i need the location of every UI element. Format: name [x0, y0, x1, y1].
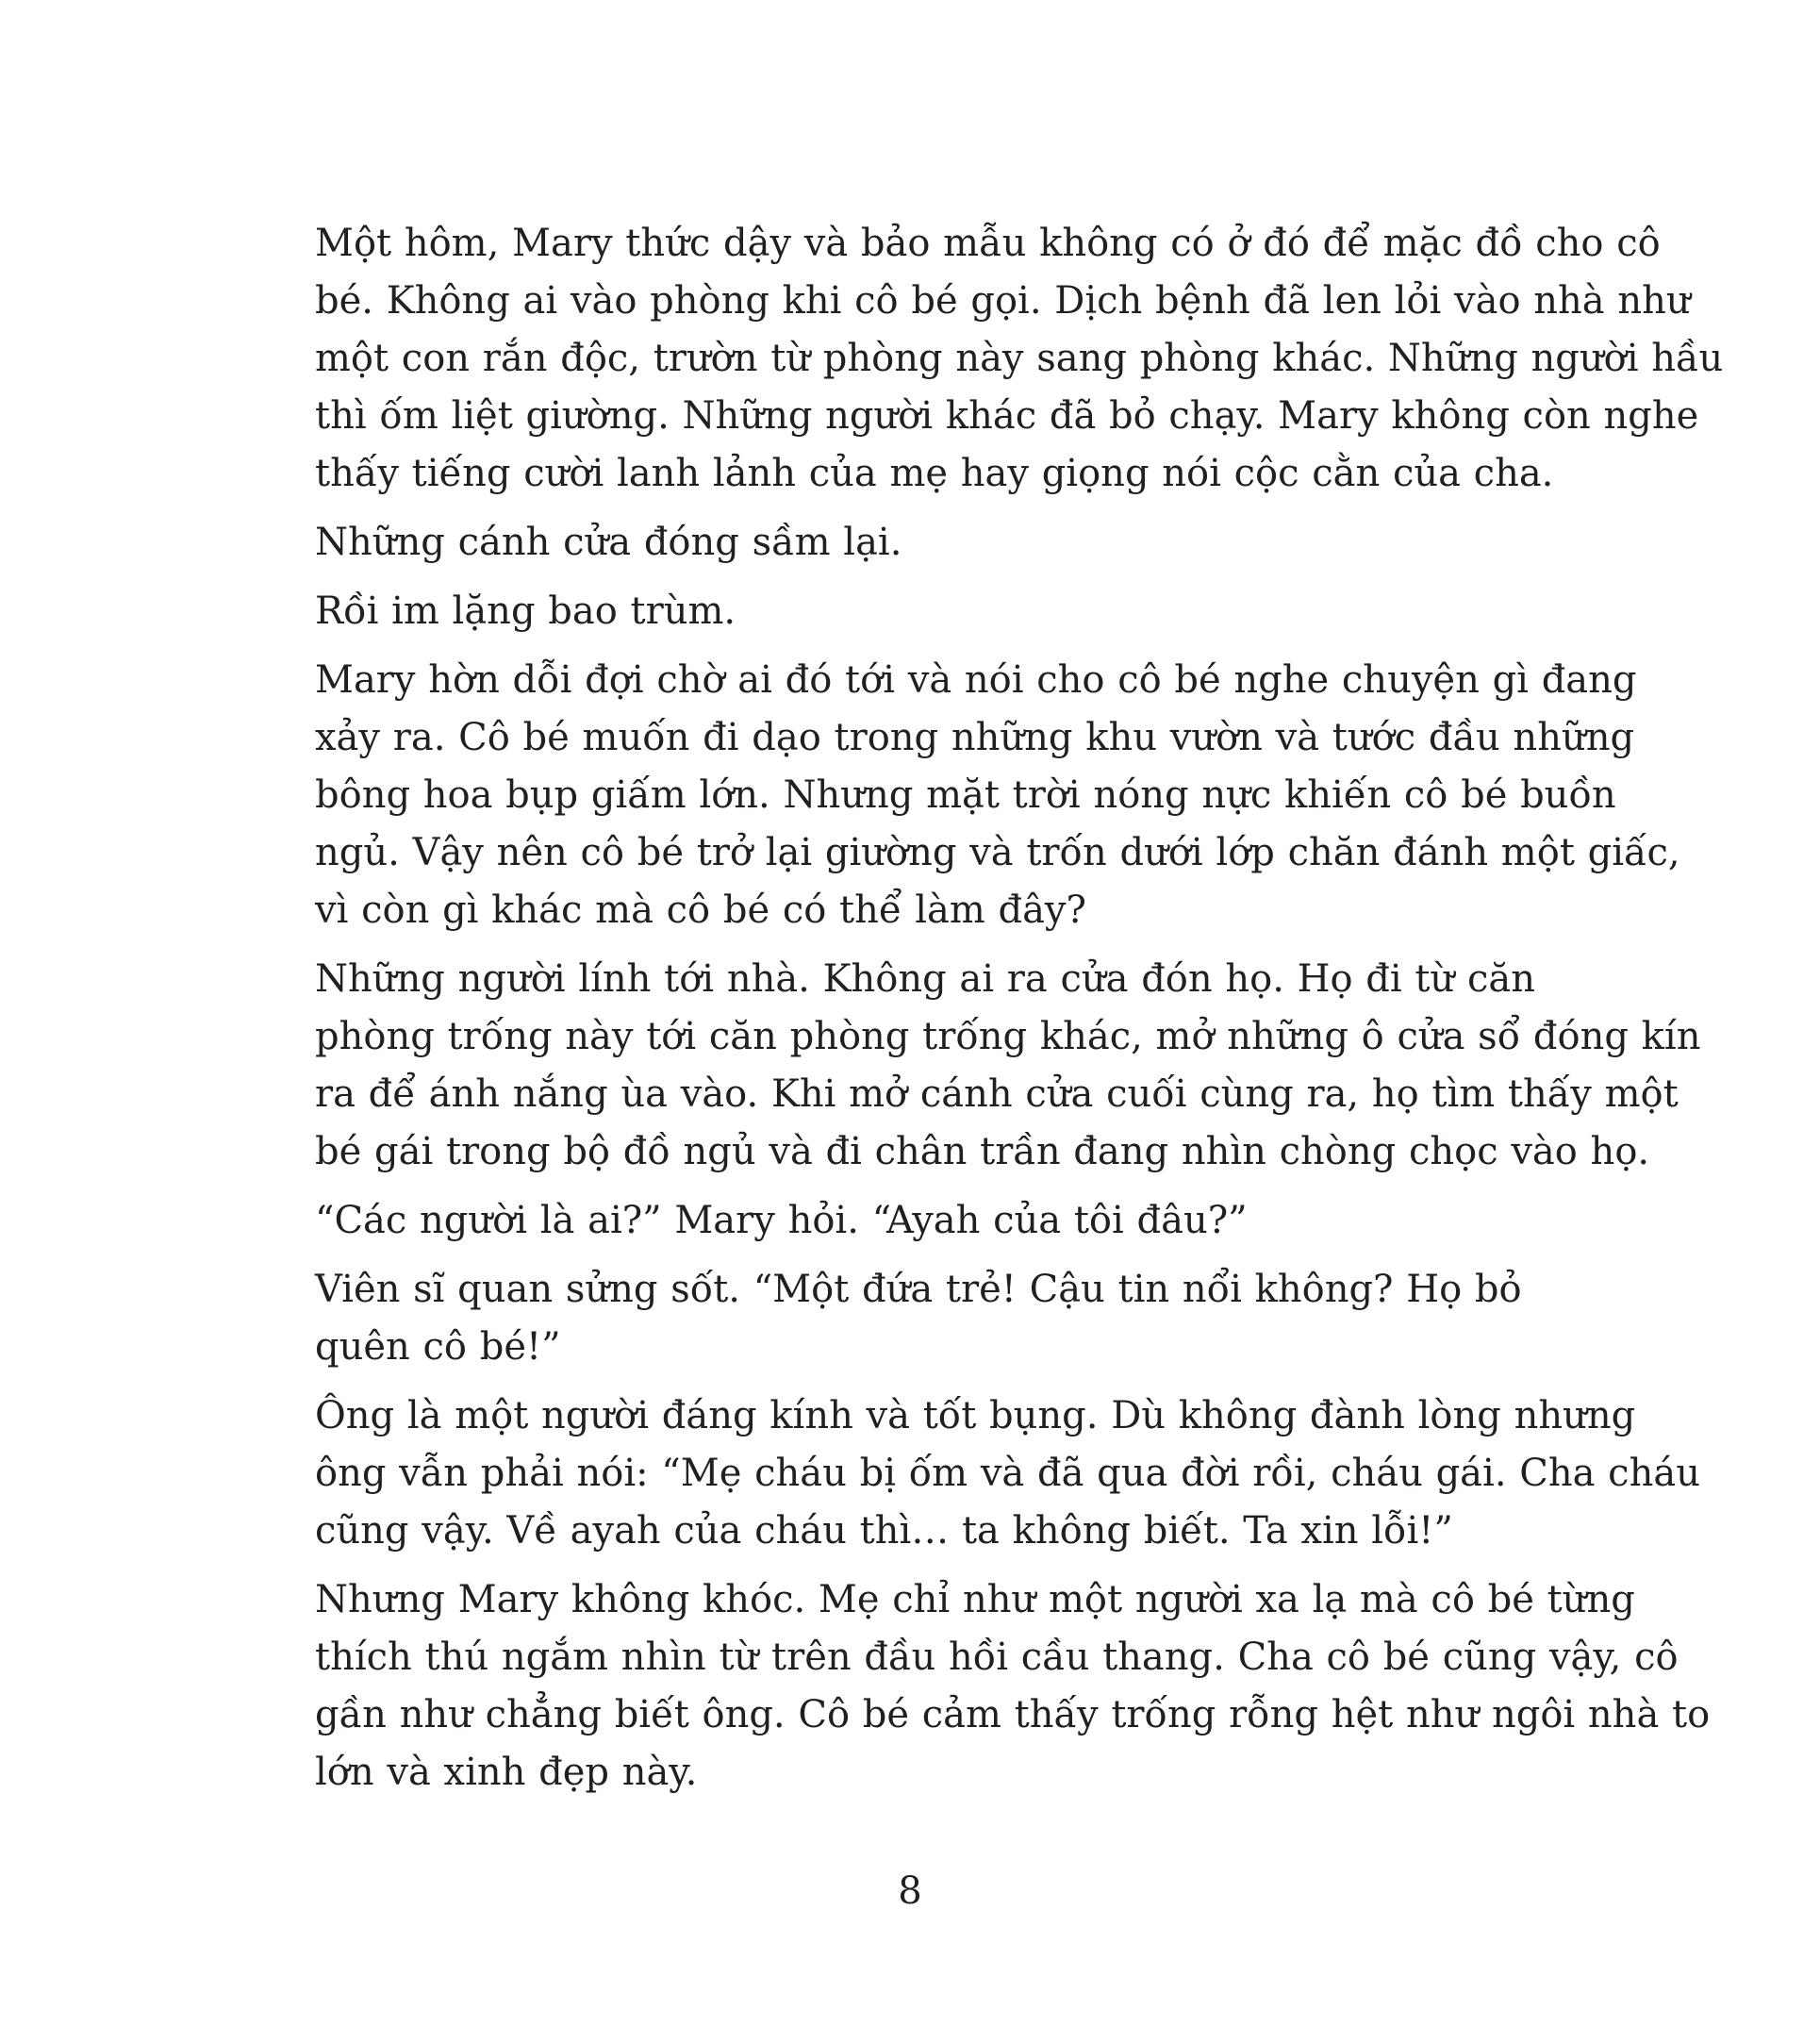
text-line: cũng vậy. Về ayah của cháu thì… ta không biết. Ta xin lỗi!”: [315, 1509, 1453, 1553]
page-number: 8: [898, 1869, 922, 1913]
paragraph: [262, 652, 1680, 939]
text-line: Một hôm, Mary thức dậy và bảo mẫu không có ở đó để mặc đồ cho cô: [315, 222, 1661, 265]
text-line: vì còn gì khác mà cô bé có thể làm đây?: [315, 889, 1086, 932]
paragraph: [262, 1387, 1700, 1560]
text-line: Những cánh cửa đóng sầm lại.: [315, 521, 902, 564]
text-line: thì ốm liệt giường. Những người khác đã bỏ chạy. Mary không còn nghe: [315, 394, 1699, 438]
text-line: Nhưng Mary không khóc. Mẹ chỉ như một người xa lạ mà cô bé từng: [315, 1578, 1635, 1621]
text-line: ông vẫn phải nói: “Mẹ cháu bị ốm và đã qua đời rồi, cháu gái. Cha cháu: [315, 1452, 1700, 1495]
text-line: lớn và xinh đẹp này.: [315, 1751, 698, 1794]
text-line: Viên sĩ quan sửng sốt. “Một đứa trẻ! Cậu tin nổi không? Họ bỏ: [315, 1268, 1522, 1311]
text-line: ngủ. Vậy nên cô bé trở lại giường và trốn dưới lớp chăn đánh một giấc,: [315, 831, 1680, 874]
paragraph: [262, 215, 1724, 503]
text-line: xảy ra. Cô bé muốn đi dạo trong những khu vườn và tước đầu những: [315, 716, 1635, 759]
text-line: bông hoa bụp giấm lớn. Nhưng mặt trời nóng nực khiến cô bé buồn: [315, 773, 1616, 817]
paragraph: [262, 583, 1582, 640]
text-line: Mary hờn dỗi đợi chờ ai đó tới và nói cho cô bé nghe chuyện gì đang: [315, 658, 1637, 702]
body-text: [262, 215, 1724, 1813]
text-line: gần như chẳng biết ông. Cô bé cảm thấy trống rỗng hệt như ngôi nhà to: [315, 1693, 1711, 1736]
text-line: Rồi im lặng bao trùm.: [315, 590, 736, 633]
text-line: Ông là một người đáng kính và tốt bụng. Dù không đành lòng nhưng: [315, 1394, 1636, 1437]
text-line: “Các người là ai?” Mary hỏi. “Ayah của tôi đâu?”: [315, 1199, 1248, 1242]
text-line: quên cô bé!”: [315, 1325, 561, 1369]
text-line: phòng trống này tới căn phòng trống khác, mở những ô cửa sổ đóng kín: [315, 1015, 1701, 1058]
paragraph: [262, 951, 1701, 1181]
text-line: Những người lính tới nhà. Không ai ra cửa đón họ. Họ đi từ căn: [315, 957, 1535, 1001]
paragraph: [262, 1571, 1711, 1802]
text-line: ra để ánh nắng ùa vào. Khi mở cánh cửa cuối cùng ra, họ tìm thấy một: [315, 1072, 1679, 1116]
text-line: bé. Không ai vào phòng khi cô bé gọi. Dịch bệnh đã len lỏi vào nhà như: [315, 279, 1691, 323]
text-line: thấy tiếng cười lanh lảnh của mẹ hay giọng nói cộc cằn của cha.: [315, 452, 1554, 495]
text-line: thích thú ngắm nhìn từ trên đầu hồi cầu thang. Cha cô bé cũng vậy, cô: [315, 1636, 1679, 1679]
paragraph: [262, 514, 1582, 572]
paragraph: [262, 1261, 1582, 1376]
text-line: một con rắn độc, trườn từ phòng này sang phòng khác. Những người hầu: [315, 337, 1724, 380]
paragraph: [262, 1192, 1582, 1250]
text-line: bé gái trong bộ đồ ngủ và đi chân trần đang nhìn chòng chọc vào họ.: [315, 1130, 1650, 1173]
